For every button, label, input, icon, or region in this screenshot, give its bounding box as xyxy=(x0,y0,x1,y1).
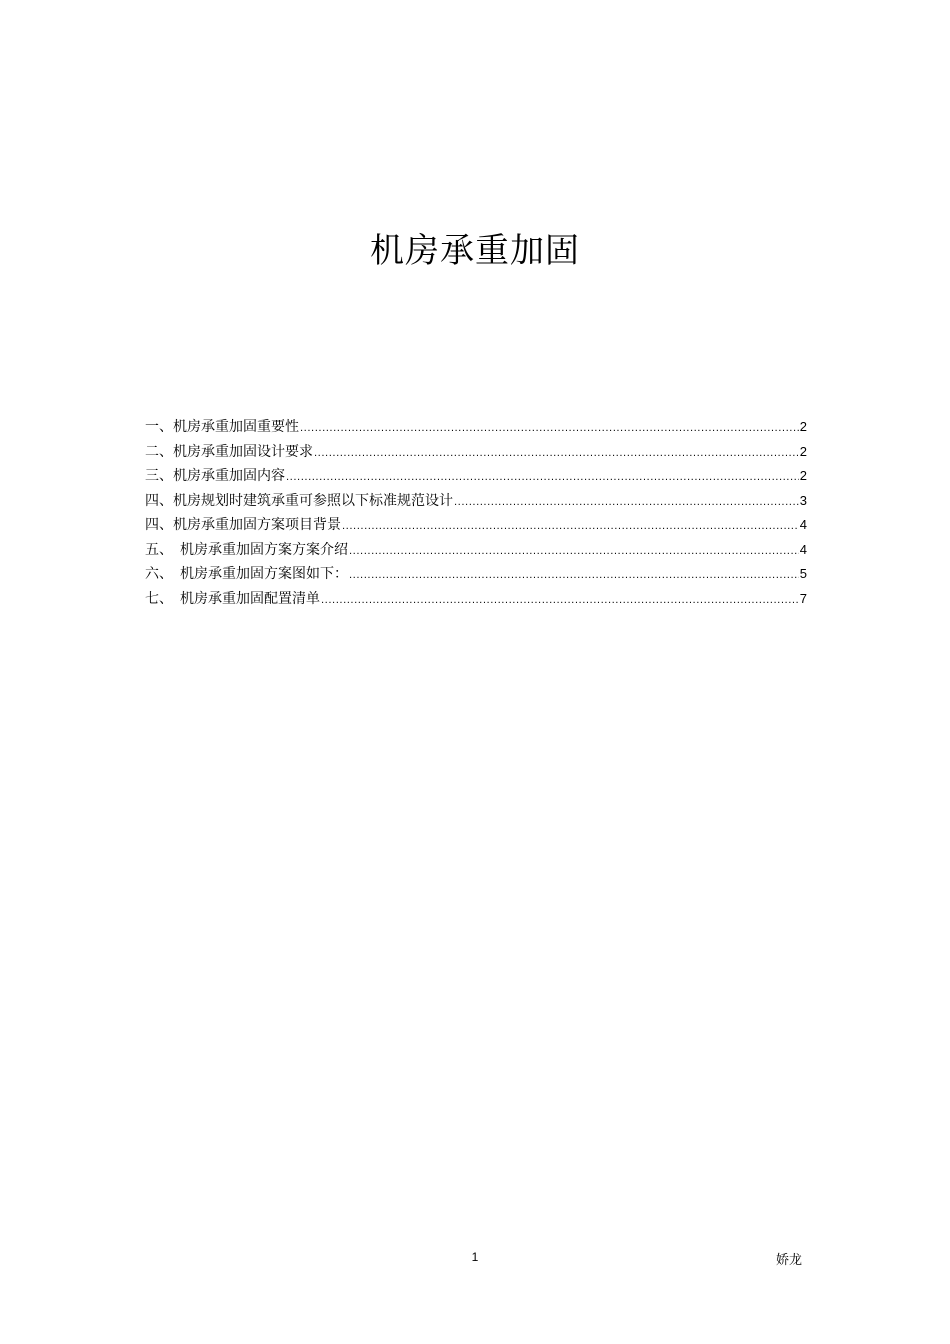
toc-entry[interactable] xyxy=(145,588,807,613)
toc-page-number: 3 xyxy=(799,492,807,508)
toc-dot-leader xyxy=(300,423,799,434)
toc-dot-leader xyxy=(314,448,799,459)
toc-entry-text: 一、机房承重加固重要性 xyxy=(145,419,299,435)
toc-entry[interactable] xyxy=(145,563,807,588)
toc-entry-text: 三、机房承重加固内容 xyxy=(145,468,285,484)
toc-page-number: 5 xyxy=(799,566,807,581)
document-title: 机房承重加固 xyxy=(370,230,580,271)
toc-entry[interactable] xyxy=(145,416,807,441)
toc-page-number: 7 xyxy=(799,590,807,606)
toc-entry[interactable] xyxy=(145,441,807,466)
footer-author: 娇龙 xyxy=(776,1253,803,1268)
toc-dot-leader xyxy=(342,521,799,532)
toc-dot-leader xyxy=(349,546,799,557)
toc-entry[interactable] xyxy=(145,539,807,564)
toc-entry-text: 七、 机房承重加固配置清单 xyxy=(145,590,320,607)
toc-dot-leader xyxy=(454,497,799,508)
table-of-contents xyxy=(145,416,807,612)
toc-entry[interactable] xyxy=(145,514,807,539)
toc-entry-text: 二、机房承重加固设计要求 xyxy=(145,443,313,460)
toc-entry-text: 四、机房规划时建筑承重可参照以下标准规范设计 xyxy=(145,492,453,509)
toc-dot-leader xyxy=(286,472,799,483)
toc-page-number: 2 xyxy=(799,443,807,459)
toc-dot-leader xyxy=(349,570,799,581)
toc-page-number: 2 xyxy=(799,419,807,434)
toc-dot-leader xyxy=(321,595,799,606)
footer-page-number: 1 xyxy=(471,1250,479,1264)
toc-entry-text: 五、 机房承重加固方案方案介绍 xyxy=(145,541,348,558)
toc-entry[interactable] xyxy=(145,465,807,490)
toc-entry-text: 四、机房承重加固方案项目背景 xyxy=(145,517,341,533)
toc-page-number: 4 xyxy=(799,517,807,532)
toc-page-number: 2 xyxy=(799,468,807,483)
toc-entry-text: 六、 机房承重加固方案图如下： xyxy=(145,566,348,582)
toc-page-number: 4 xyxy=(799,541,807,557)
toc-entry[interactable] xyxy=(145,490,807,515)
